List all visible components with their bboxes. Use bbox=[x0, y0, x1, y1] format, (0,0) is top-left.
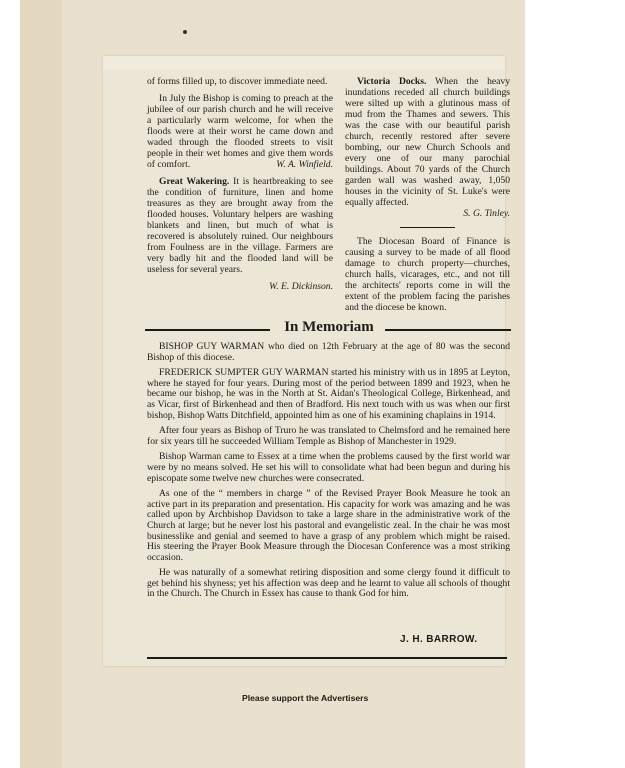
memoriam-paragraph-1: BISHOP GUY WARMAN who died on 12th February at the age of 80 was the second Bishop of this diocese. bbox=[147, 342, 510, 363]
left-paragraph-1: of forms filled up, to discover immediate need. bbox=[147, 76, 328, 87]
memoriam-heading bbox=[145, 318, 511, 340]
left-paragraph-3 bbox=[147, 176, 333, 275]
right-paragraph-1-text: When the heavy inundations receded all church buildings were silted up with a glutinous mass of mud from the Thames and sewers. This was the case with our beautiful parish church, recently restored after severe bombing, our new Church Schools and every one of our many parochial buildings. About 70 yards of the Church garden wall was washed away, 1,050 houses in the vicinity of St. Luke's were equally affected. bbox=[345, 76, 510, 208]
memoriam-paragraph-4: Bishop Warman came to Essex at a time when the problems caused by the first world war were by no means solved. He set his will to consolidate what had been begun and during his episcopate some twelve new churches were consecrated. bbox=[147, 451, 510, 484]
signature-barrow: J. H. BARROW. bbox=[400, 634, 478, 645]
clipping-top-edge bbox=[103, 56, 505, 70]
advertiser-footer: Please support the Advertisers bbox=[242, 693, 369, 703]
signature-winfield: W. A. Winfield. bbox=[276, 159, 333, 170]
memoriam-title: In Memoriam bbox=[284, 319, 374, 335]
heading-rule-right bbox=[385, 329, 511, 331]
paper-mark bbox=[183, 30, 187, 34]
page-fold bbox=[20, 0, 62, 768]
section-heading-great-wakering: Great Wakering. bbox=[159, 176, 230, 187]
memoriam-paragraph-5: As one of the “ members in charge ” of the Revised Prayer Book Measure he took an active part in its preparation and presentation. His capacity for work was amazing and he was called upon by Archbishop Davidson to take a large share in the administrative work of the Church at large; but he never lost his pastoral and evangelistic zeal. In the chair he was most businesslike and genial and seemed to have a grasp of any problem which might be raised. His steering the Prayer Book Measure through the Diocesan Conference was a most striking occasion. bbox=[147, 488, 510, 563]
memoriam-paragraph-3: After four years as Bishop of Truro he was translated to Chelmsford and he remained here for six years till he succeeded William Temple as Bishop of Manchester in 1929. bbox=[147, 425, 510, 447]
signature-dickinson: W. E. Dickinson. bbox=[269, 281, 333, 292]
left-paragraph-2 bbox=[147, 93, 333, 170]
left-paragraph-2-text: In July the Bishop is coming to preach at the jubilee of our parish church and he will receive a particularly warm welcome, for when the floods were at their worst he came down and waded through the flooded streets to visit people in their wet homes and give them words of comfort. bbox=[147, 93, 333, 170]
right-paragraph-1 bbox=[345, 76, 510, 208]
left-column bbox=[147, 76, 333, 292]
memoriam-paragraph-2: FREDERICK SUMPTER GUY WARMAN started his ministry with us in 1895 at Leyton, where he stayed for four years. During most of the period between 1899 and 1923, when he became our bishop, he was in the North at St. Aidan's Theological College, Birkenhead, and as Vicar, first of Birkenhead and then of Bradford. His next touch with us was when our first bishop, Bishop Watts Ditchfield, appointed him as one of his examining chaplains in 1914. bbox=[147, 367, 510, 421]
memoriam-paragraph-6: He was naturally of a somewhat retiring disposition and some clergy found it difficult to get behind his shyness; yet his affection was deep and he learnt to value all schools of thought in the Church. The Church in Essex has cause to thank God for him. bbox=[147, 567, 510, 600]
section-heading-victoria-docks: Victoria Docks. bbox=[357, 76, 427, 87]
heading-rule-left bbox=[145, 329, 270, 331]
separator-rule bbox=[400, 227, 455, 228]
left-paragraph-3-text: It is heartbreaking to see the condition of furniture, linen and home treasures as they are brought away from the flooded houses. Voluntary helpers are washing blankets and linen, but much of what is recovered is absolutely ruined. Our neighbours from Foulness are in the village. Farmers are very badly hit and the flooded land will be useless for several years. bbox=[147, 176, 333, 275]
signature-tinley: S. G. Tinley. bbox=[463, 208, 510, 219]
memoriam-body bbox=[147, 342, 510, 654]
right-paragraph-2: The Diocesan Board of Finance is causing a survey to be made of all flood damage to church property—churches, church halls, vicarages, etc., and not till the architects' reports come in will the extent of the problem facing the parishes and the diocese be known. bbox=[345, 236, 510, 313]
right-column bbox=[345, 76, 510, 319]
bottom-rule bbox=[147, 657, 507, 659]
